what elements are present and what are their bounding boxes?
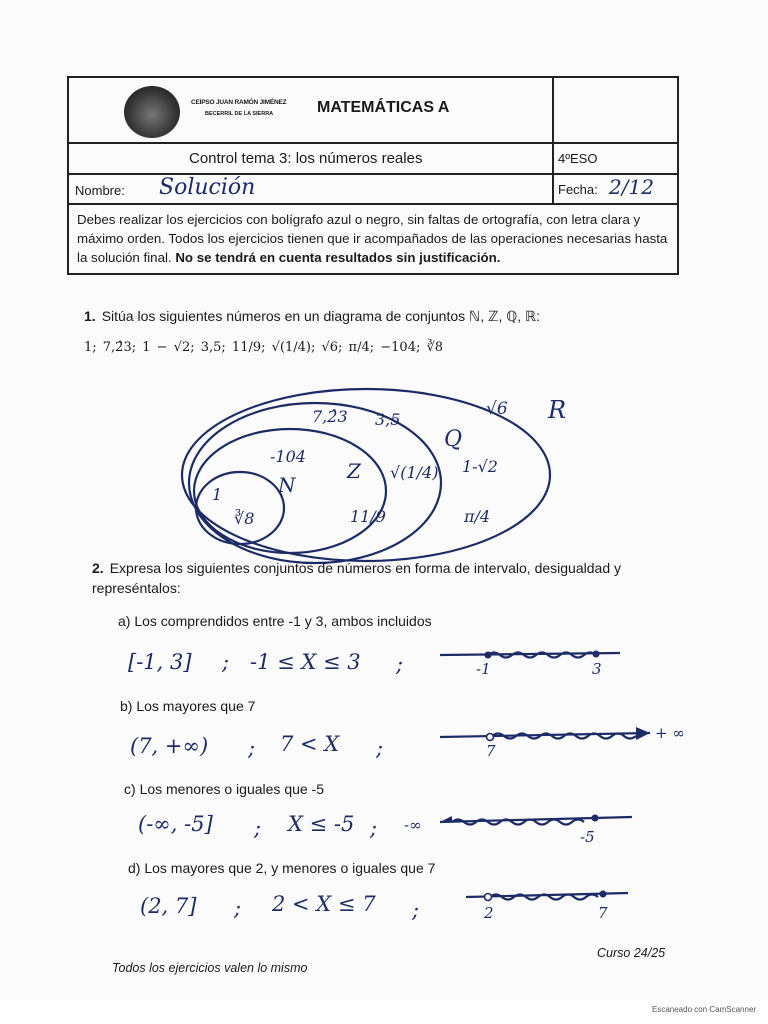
item-c-label: c) [124, 781, 136, 797]
item-d-label: d) [128, 860, 141, 876]
school-name: CEIPSO JUAN RAMÓN JIMÉNEZ [191, 99, 287, 106]
name-label: Nombre: [75, 183, 125, 198]
set-Q-label: Q [444, 427, 463, 452]
school-place: BECERRIL DE LA SIERRA [205, 111, 274, 117]
n-element-1: 1 [212, 485, 223, 504]
date-value: 2/12 [609, 175, 654, 199]
footer-note: Todos los ejercicios valen lo mismo [112, 961, 308, 975]
item-d-text: Los mayores que 2, y menores o iguales que 7 [144, 860, 436, 876]
item-d-sep-1: ; [234, 896, 242, 920]
question-1-number: 1. [84, 308, 96, 324]
item-b-sep-2: ; [376, 736, 384, 760]
item-c-interval: (-∞, -5] [138, 812, 213, 836]
item-d-inequality: 2 < X ≤ 7 [272, 892, 376, 916]
n-element-2: ∛8 [234, 509, 255, 528]
question-2-text: Expresa los siguientes conjuntos de números en forma de intervalo, desigualdad y represéntalos: [92, 560, 621, 596]
item-a-sep-1: ; [222, 650, 230, 674]
item-a-inequality: -1 ≤ X ≤ 3 [250, 650, 361, 674]
z-element-1: -104 [270, 447, 306, 466]
item-c-sep-1: ; [254, 816, 262, 840]
set-N-label: N [278, 473, 296, 497]
r-element-2: 1-√2 [462, 457, 498, 476]
item-d-sep-2: ; [412, 898, 420, 922]
item-d-line-left: 2 [484, 904, 494, 922]
instructions-bold: No se tendrá en cuenta resultados sin justificación. [175, 250, 501, 265]
date-label: Fecha: [558, 182, 598, 197]
course-year: Curso 24/25 [597, 946, 666, 960]
subject-title: MATEMÁTICAS A [317, 99, 450, 116]
item-a-line-left: -1 [476, 660, 491, 678]
item-c-line-left: -∞ [404, 816, 422, 834]
control-title: Control tema 3: los números reales [189, 150, 423, 167]
q-element-3: √(1/4) [390, 463, 439, 482]
question-1-text: Sitúa los siguientes números en un diagrama de conjuntos ℕ, ℤ, ℚ, ℝ: [101, 308, 540, 324]
item-a-label: a) [118, 613, 131, 629]
item-a-sep-2: ; [396, 652, 404, 676]
item-b-inequality: 7 < X [280, 732, 340, 756]
instructions-text: Debes realizar los ejercicios con bolígrafo azul o negro, sin faltas de ortografía, con letra clara y máximo orden. Todos los ejercicios tienen que ir acompañados de las operaciones necesarias hasta la solución final. [77, 212, 668, 265]
r-element-1: √6 [486, 399, 508, 419]
r-element-3: π/4 [464, 507, 491, 526]
name-value: Solución [159, 175, 256, 200]
item-c-line-right: -5 [580, 828, 595, 846]
item-b-line-right: + ∞ [655, 724, 685, 742]
q-element-2: 3,5 [375, 410, 401, 429]
item-b-line-left: 7 [486, 742, 496, 760]
item-a-text: Los comprendidos entre -1 y 3, ambos incluidos [134, 613, 432, 629]
item-d-interval: (2, 7] [140, 894, 197, 918]
set-R-label: R [548, 396, 567, 424]
item-a-interval: [-1, 3] [128, 650, 192, 674]
item-c-sep-2: ; [370, 816, 378, 840]
course-level: 4ºESO [558, 151, 598, 166]
question-2-number: 2. [92, 560, 104, 576]
item-c-text: Los menores o iguales que -5 [139, 781, 325, 797]
item-d-line-right: 7 [598, 904, 608, 922]
item-c-inequality: X ≤ -5 [288, 812, 355, 836]
scanner-watermark: Escaneado con CamScanner [652, 1005, 757, 1014]
q-element-4: 11/9 [350, 507, 386, 526]
question-1-numbers: 1; 7,2̂3; 1 − √2; 3,5; 11/9; √(1/4); √6; π/4; −104; ∛8 [84, 340, 444, 355]
set-Z-label: Z [347, 459, 361, 483]
q-element-1: 7,2̂3 [312, 407, 348, 426]
item-b-text: Los mayores que 7 [136, 698, 256, 714]
item-b-sep-1: ; [248, 736, 256, 760]
item-b-interval: (7, +∞) [130, 734, 209, 758]
item-a-line-right: 3 [592, 660, 602, 678]
item-b-label: b) [120, 698, 133, 714]
